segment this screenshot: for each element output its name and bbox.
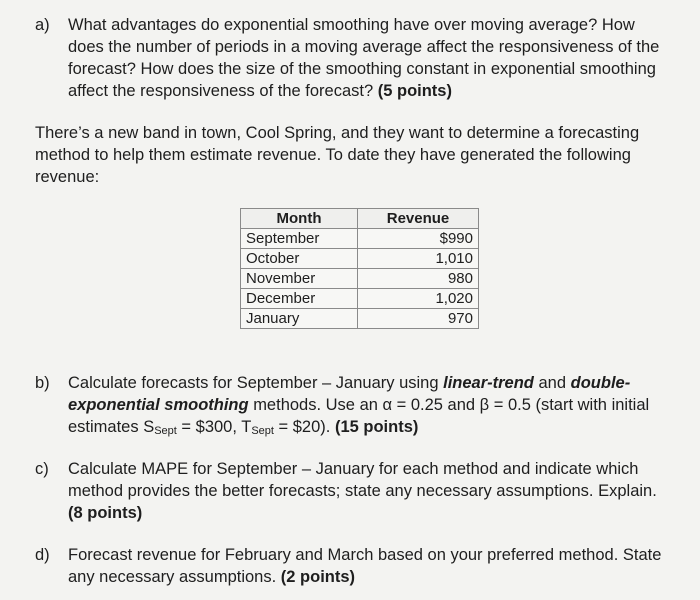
question-c-line-1: Calculate MAPE for September – January for each method and indicate which bbox=[68, 460, 639, 478]
revenue-cell: 980 bbox=[358, 269, 479, 289]
revenue-cell: 1,010 bbox=[358, 249, 479, 269]
question-a-line-4: affect the responsiveness of the forecast? bbox=[68, 82, 374, 100]
question-d-line-2: any necessary assumptions. bbox=[68, 568, 277, 586]
question-b-and: and bbox=[538, 374, 567, 392]
month-cell: November bbox=[241, 269, 358, 289]
question-b-estimates-s: estimates S bbox=[68, 418, 155, 436]
month-cell: October bbox=[241, 249, 358, 269]
table-row bbox=[241, 269, 479, 289]
question-a-text bbox=[68, 14, 659, 102]
t-subscript: Sept bbox=[251, 425, 274, 437]
question-b-text bbox=[68, 372, 649, 442]
intro-paragraph bbox=[35, 122, 685, 188]
question-b-label: b) bbox=[35, 374, 50, 392]
s-subscript: Sept bbox=[154, 425, 177, 437]
question-c-label: c) bbox=[35, 460, 49, 478]
question-a-label: a) bbox=[35, 16, 50, 34]
question-a-points: (5 points) bbox=[377, 82, 452, 100]
table-header-row bbox=[241, 209, 479, 229]
revenue-cell: 970 bbox=[358, 309, 479, 329]
question-d-text bbox=[68, 544, 661, 588]
revenue-cell: $990 bbox=[358, 229, 479, 249]
intro-line-1: There’s a new band in town, Cool Spring, and they want to determine a forecasting bbox=[35, 124, 640, 142]
question-b-points: (15 points) bbox=[334, 418, 419, 436]
revenue-header: Revenue bbox=[358, 209, 479, 229]
question-a-line-2: does the number of periods in a moving average affect the responsiveness of the bbox=[68, 38, 660, 56]
table-row bbox=[241, 309, 479, 329]
question-c-text bbox=[68, 458, 657, 524]
table-row bbox=[241, 229, 479, 249]
intro-line-3: revenue: bbox=[35, 168, 100, 186]
month-cell: January bbox=[241, 309, 358, 329]
question-b-text-1: Calculate forecasts for September – January using bbox=[68, 374, 439, 392]
question-d-label: d) bbox=[35, 546, 50, 564]
revenue-cell: 1,020 bbox=[358, 289, 479, 309]
linear-trend-term: linear-trend bbox=[443, 374, 534, 392]
month-header: Month bbox=[241, 209, 358, 229]
question-b-estimates-end: = $20). bbox=[273, 418, 331, 436]
question-b-estimates-t: = $300, T bbox=[176, 418, 252, 436]
revenue-table bbox=[240, 208, 479, 329]
table-row bbox=[241, 249, 479, 269]
table-row bbox=[241, 289, 479, 309]
intro-line-2: method to help them estimate revenue. To date they have generated the following bbox=[35, 146, 631, 164]
exponential-smoothing-term: exponential smoothing bbox=[68, 396, 249, 414]
question-d-points: (2 points) bbox=[280, 568, 356, 586]
double-term: double- bbox=[570, 374, 631, 392]
month-cell: December bbox=[241, 289, 358, 309]
month-cell: September bbox=[241, 229, 358, 249]
question-a-line-3: forecast? How does the size of the smoothing constant in exponential smoothing bbox=[68, 60, 656, 78]
question-d-line-1: Forecast revenue for February and March based on your preferred method. State bbox=[68, 546, 662, 564]
question-c-points: (8 points) bbox=[68, 504, 143, 522]
question-a-line-1: What advantages do exponential smoothing have over moving average? How bbox=[68, 16, 635, 34]
question-b-text-2: methods. Use an α = 0.25 and β = 0.5 (start with initial bbox=[253, 396, 650, 414]
question-c-line-2: method provides the better forecasts; state any necessary assumptions. Explain. bbox=[68, 482, 657, 500]
